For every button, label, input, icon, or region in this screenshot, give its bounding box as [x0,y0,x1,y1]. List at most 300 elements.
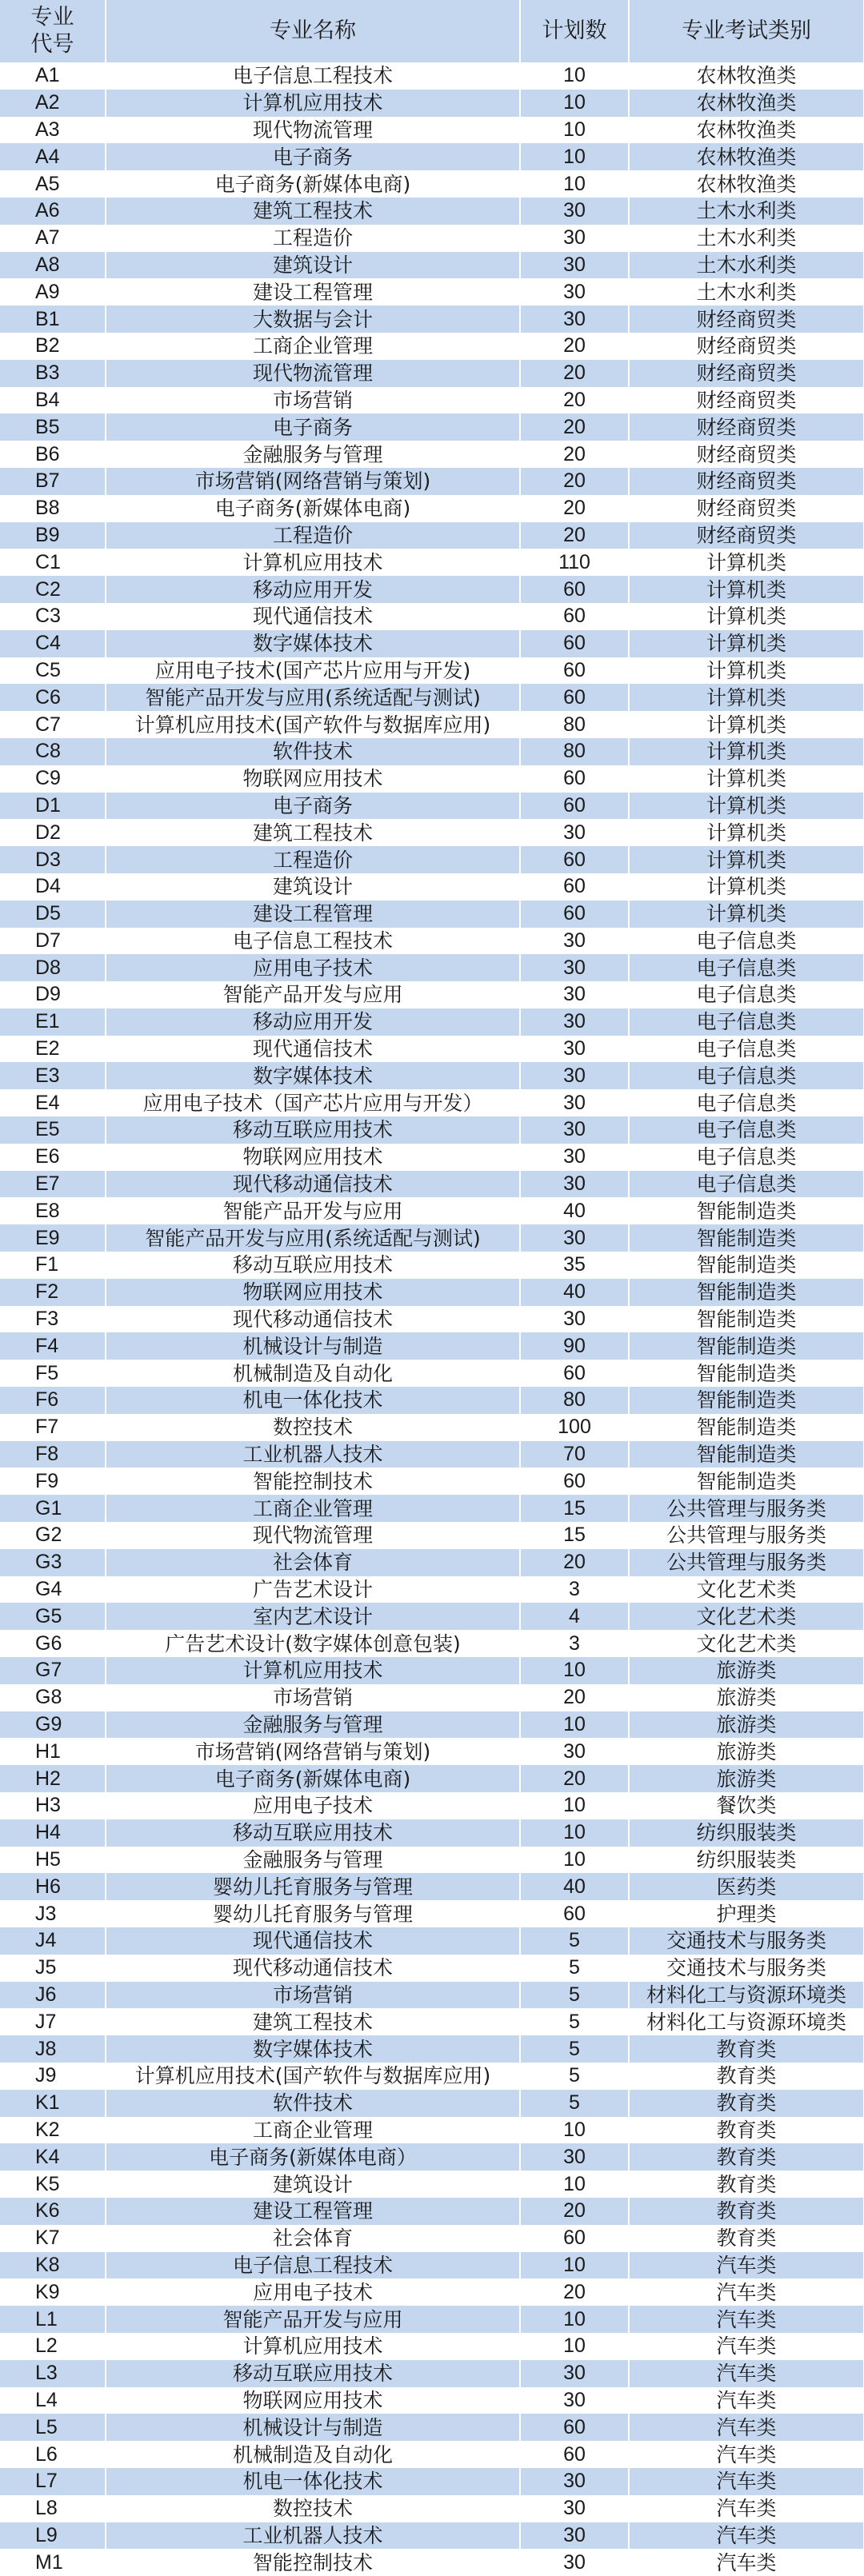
major-name-cell: 工程造价 [106,522,520,549]
table-row [0,90,864,117]
major-name-cell: 现代通信技术 [106,603,520,630]
exam-category-cell: 农林牧渔类 [629,170,864,198]
major-code-cell: D8 [0,954,106,981]
plan-count-cell: 40 [520,1197,629,1224]
major-code-cell: A1 [0,62,106,90]
table-row [0,657,864,685]
major-name-cell: 移动互联应用技术 [106,1116,520,1144]
major-name-cell: 数控技术 [106,1414,520,1441]
major-code-cell: K2 [0,2117,106,2144]
exam-category-cell: 土木水利类 [629,198,864,225]
table-row [0,576,864,603]
plan-count-cell: 30 [520,1306,629,1333]
exam-category-cell: 材料化工与资源环境类 [629,1982,864,2009]
exam-category-cell: 教育类 [629,2035,864,2063]
plan-count-cell: 60 [520,2414,629,2441]
major-code-cell: D2 [0,819,106,846]
major-code-cell: E8 [0,1197,106,1224]
plan-count-cell: 60 [520,2441,629,2468]
table-row [0,1008,864,1036]
major-name-cell: 建筑工程技术 [106,198,520,225]
plan-count-cell: 30 [520,819,629,846]
table-row [0,819,864,846]
plan-count-cell: 60 [520,576,629,603]
table-row [0,387,864,414]
major-name-cell: 机电一体化技术 [106,1387,520,1414]
major-code-cell: D1 [0,793,106,820]
exam-category-cell: 计算机类 [629,549,864,576]
plan-count-cell: 20 [520,360,629,387]
plan-count-cell: 20 [520,413,629,441]
exam-category-cell: 教育类 [629,2117,864,2144]
major-code-cell: G6 [0,1630,106,1657]
major-code-cell: H1 [0,1738,106,1765]
major-code-cell: E7 [0,1171,106,1198]
major-name-cell: 电子信息工程技术 [106,2252,520,2279]
plan-count-cell: 40 [520,1873,629,1900]
plan-count-cell: 30 [520,2143,629,2171]
table-row [0,1116,864,1144]
major-name-cell: 计算机应用技术(国产软件与数据库应用) [106,2063,520,2090]
exam-category-cell: 智能制造类 [629,1306,864,1333]
exam-category-cell: 电子信息类 [629,928,864,955]
major-code-cell: E4 [0,1089,106,1116]
table-row [0,252,864,279]
exam-category-cell: 旅游类 [629,1738,864,1765]
exam-category-cell: 计算机类 [629,576,864,603]
exam-category-cell: 智能制造类 [629,1332,864,1360]
table-body [0,62,864,2576]
table-row [0,1549,864,1576]
plan-count-cell: 110 [520,549,629,576]
major-name-cell: 电子信息工程技术 [106,62,520,90]
major-name-cell: 现代物流管理 [106,360,520,387]
major-name-cell: 现代通信技术 [106,1927,520,1955]
plan-count-cell: 4 [520,1603,629,1630]
major-name-cell: 电子商务(新媒体电商) [106,170,520,198]
major-code-cell: L7 [0,2468,106,2495]
major-name-cell: 数字媒体技术 [106,630,520,657]
major-code-cell: D9 [0,981,106,1008]
major-name-cell: 移动互联应用技术 [106,1819,520,1847]
plan-count-cell: 30 [520,2360,629,2387]
plan-count-cell: 60 [520,765,629,793]
major-code-cell: A2 [0,90,106,117]
major-name-cell: 电子商务(新媒体电商) [106,1765,520,1792]
major-name-cell: 机械设计与制造 [106,2414,520,2441]
plan-count-cell: 30 [520,2549,629,2576]
table-row [0,684,864,711]
major-code-cell: L9 [0,2522,106,2550]
table-row [0,901,864,928]
major-code-cell: H5 [0,1847,106,1874]
table-row [0,1252,864,1279]
plan-count-cell: 30 [520,2522,629,2550]
plan-count-cell: 60 [520,1468,629,1495]
major-name-cell: 金融服务与管理 [106,1711,520,1739]
major-name-cell: 计算机应用技术 [106,549,520,576]
major-name-cell: 智能产品开发与应用(系统适配与测试) [106,1224,520,1252]
exam-category-cell: 智能制造类 [629,1414,864,1441]
exam-category-cell: 电子信息类 [629,1171,864,1198]
plan-count-cell: 60 [520,901,629,928]
table-row [0,1306,864,1333]
table-row [0,1982,864,2009]
major-name-cell: 金融服务与管理 [106,1847,520,1874]
exam-category-cell: 教育类 [629,2171,864,2198]
table-row [0,2225,864,2252]
table-row [0,630,864,657]
table-row [0,793,864,820]
plan-count-cell: 5 [520,2063,629,2090]
plan-count-cell: 60 [520,1360,629,1387]
table-row [0,441,864,468]
major-code-cell: E9 [0,1224,106,1252]
exam-category-cell: 文化艺术类 [629,1603,864,1630]
plan-count-cell: 10 [520,143,629,170]
plan-count-cell: 15 [520,1495,629,1522]
exam-category-cell: 智能制造类 [629,1468,864,1495]
major-code-cell: B7 [0,468,106,495]
exam-category-cell: 旅游类 [629,1657,864,1684]
header-plan-count: 计划数 [520,0,629,62]
table-row [0,2468,864,2495]
table-row [0,2414,864,2441]
table-row [0,2522,864,2550]
exam-category-cell: 计算机类 [629,603,864,630]
major-name-cell: 建筑设计 [106,2171,520,2198]
table-row [0,549,864,576]
plan-count-cell: 10 [520,2306,629,2333]
plan-count-cell: 60 [520,846,629,873]
exam-category-cell: 农林牧渔类 [629,90,864,117]
major-name-cell: 市场营销(网络营销与策划) [106,468,520,495]
plan-count-cell: 5 [520,2035,629,2063]
major-name-cell: 机械制造及自动化 [106,1360,520,1387]
plan-count-cell: 30 [520,225,629,252]
plan-count-cell: 30 [520,1738,629,1765]
table-row [0,468,864,495]
major-name-cell: 建设工程管理 [106,901,520,928]
major-name-cell: 应用电子技术 [106,2278,520,2306]
major-code-cell: L2 [0,2333,106,2360]
exam-category-cell: 计算机类 [629,765,864,793]
table-row [0,413,864,441]
major-code-cell: L3 [0,2360,106,2387]
major-code-cell: B5 [0,413,106,441]
major-name-cell: 社会体育 [106,1549,520,1576]
table-row [0,2090,864,2117]
exam-category-cell: 汽车类 [629,2468,864,2495]
exam-category-cell: 汽车类 [629,2387,864,2414]
plan-count-cell: 5 [520,1955,629,1982]
table-row [0,2441,864,2468]
table-row [0,1036,864,1063]
major-code-cell: H3 [0,1792,106,1819]
exam-category-cell: 纺织服装类 [629,1819,864,1847]
exam-category-cell: 汽车类 [629,2522,864,2550]
table-row [0,1495,864,1522]
exam-category-cell: 电子信息类 [629,1089,864,1116]
exam-category-cell: 土木水利类 [629,278,864,306]
table-row [0,1197,864,1224]
table-row [0,1657,864,1684]
major-name-cell: 现代通信技术 [106,1036,520,1063]
major-code-cell: B2 [0,333,106,360]
major-code-cell: B1 [0,306,106,333]
major-code-cell: H4 [0,1819,106,1847]
table-row [0,1522,864,1549]
table-row [0,603,864,630]
major-name-cell: 工业机器人技术 [106,2522,520,2550]
major-code-cell: C9 [0,765,106,793]
major-name-cell: 电子商务 [106,143,520,170]
exam-category-cell: 公共管理与服务类 [629,1549,864,1576]
major-name-cell: 数字媒体技术 [106,2035,520,2063]
plan-count-cell: 10 [520,2171,629,2198]
table-row [0,1062,864,1089]
header-row [0,0,864,62]
major-name-cell: 智能控制技术 [106,1468,520,1495]
major-name-cell: 电子信息工程技术 [106,928,520,955]
plan-count-cell: 80 [520,1387,629,1414]
major-code-cell: A9 [0,278,106,306]
table-row [0,2333,864,2360]
table-row [0,360,864,387]
table-row [0,2549,864,2576]
table-row [0,278,864,306]
plan-count-cell: 30 [520,954,629,981]
exam-category-cell: 电子信息类 [629,1144,864,1171]
table-row [0,1630,864,1657]
table-row [0,981,864,1008]
major-name-cell: 计算机应用技术 [106,90,520,117]
exam-category-cell: 计算机类 [629,901,864,928]
plan-count-cell: 20 [520,333,629,360]
table-row [0,2495,864,2522]
major-code-cell: G2 [0,1522,106,1549]
exam-category-cell: 汽车类 [629,2333,864,2360]
major-code-cell: F7 [0,1414,106,1441]
plan-count-cell: 10 [520,62,629,90]
plan-count-cell: 30 [520,1224,629,1252]
table-row [0,954,864,981]
table-row [0,2198,864,2225]
exam-category-cell: 财经商贸类 [629,387,864,414]
major-name-cell: 应用电子技术 [106,1792,520,1819]
major-name-cell: 工程造价 [106,846,520,873]
exam-category-cell: 教育类 [629,2063,864,2090]
table-row [0,198,864,225]
exam-category-cell: 财经商贸类 [629,495,864,522]
exam-category-cell: 交通技术与服务类 [629,1927,864,1955]
exam-category-cell: 旅游类 [629,1711,864,1739]
plan-count-cell: 60 [520,793,629,820]
major-name-cell: 工商企业管理 [106,333,520,360]
major-name-cell: 电子商务 [106,793,520,820]
table-row [0,170,864,198]
exam-category-cell: 教育类 [629,2143,864,2171]
exam-category-cell: 教育类 [629,2198,864,2225]
major-code-cell: G8 [0,1684,106,1711]
table-row [0,2360,864,2387]
major-name-cell: 市场营销(网络营销与策划) [106,1738,520,1765]
major-code-cell: D7 [0,928,106,955]
major-name-cell: 现代物流管理 [106,117,520,144]
plan-count-cell: 5 [520,1982,629,2009]
exam-category-cell: 护理类 [629,1900,864,1927]
exam-category-cell: 计算机类 [629,846,864,873]
major-code-cell: A7 [0,225,106,252]
table-row [0,1955,864,1982]
major-name-cell: 现代物流管理 [106,1522,520,1549]
major-code-cell: M1 [0,2549,106,2576]
table-row [0,333,864,360]
plan-count-cell: 20 [520,1765,629,1792]
major-name-cell: 机械设计与制造 [106,1332,520,1360]
table-row [0,1332,864,1360]
major-code-cell: C3 [0,603,106,630]
table-row [0,1792,864,1819]
plan-count-cell: 40 [520,1279,629,1306]
table-row [0,1089,864,1116]
exam-category-cell: 汽车类 [629,2360,864,2387]
plan-count-cell: 5 [520,2008,629,2035]
major-code-cell: J8 [0,2035,106,2063]
table-row [0,1441,864,1468]
exam-category-cell: 智能制造类 [629,1360,864,1387]
table-row [0,117,864,144]
exam-category-cell: 智能制造类 [629,1279,864,1306]
header-major-code: 专业 代号 [0,0,106,62]
plan-count-cell: 10 [520,170,629,198]
table-row [0,2117,864,2144]
exam-category-cell: 汽车类 [629,2252,864,2279]
exam-category-cell: 餐饮类 [629,1792,864,1819]
exam-category-cell: 智能制造类 [629,1252,864,1279]
major-code-cell: F4 [0,1332,106,1360]
exam-category-cell: 计算机类 [629,630,864,657]
exam-category-cell: 教育类 [629,2090,864,2117]
major-code-cell: C4 [0,630,106,657]
major-code-cell: K6 [0,2198,106,2225]
major-code-cell: J9 [0,2063,106,2090]
major-name-cell: 计算机应用技术 [106,1657,520,1684]
major-code-cell: B9 [0,522,106,549]
plan-count-cell: 20 [520,468,629,495]
table-row [0,1873,864,1900]
table-row [0,1927,864,1955]
plan-count-cell: 20 [520,522,629,549]
table-row [0,1576,864,1604]
table-row [0,2252,864,2279]
major-code-cell: B8 [0,495,106,522]
major-code-cell: D3 [0,846,106,873]
table-row [0,2306,864,2333]
major-code-cell: G5 [0,1603,106,1630]
table-row [0,1144,864,1171]
major-name-cell: 数控技术 [106,2495,520,2522]
plan-count-cell: 30 [520,278,629,306]
plan-count-cell: 10 [520,2117,629,2144]
table-row [0,62,864,90]
plan-count-cell: 30 [520,1144,629,1171]
plan-count-cell: 20 [520,2198,629,2225]
table-row [0,1468,864,1495]
table-row [0,1900,864,1927]
plan-count-cell: 30 [520,1036,629,1063]
major-name-cell: 室内艺术设计 [106,1603,520,1630]
major-name-cell: 应用电子技术(国产芯片应用与开发) [106,657,520,685]
major-code-cell: B6 [0,441,106,468]
major-name-cell: 工程造价 [106,225,520,252]
table-row [0,522,864,549]
major-name-cell: 大数据与会计 [106,306,520,333]
table-row [0,1711,864,1739]
major-name-cell: 物联网应用技术 [106,1279,520,1306]
table-row [0,2035,864,2063]
plan-count-cell: 60 [520,873,629,901]
major-code-cell: L1 [0,2306,106,2333]
exam-category-cell: 农林牧渔类 [629,117,864,144]
major-name-cell: 建筑设计 [106,873,520,901]
plan-count-cell: 30 [520,2468,629,2495]
major-name-cell: 社会体育 [106,2225,520,2252]
plan-count-cell: 10 [520,2252,629,2279]
exam-category-cell: 材料化工与资源环境类 [629,2008,864,2035]
major-code-cell: F3 [0,1306,106,1333]
table-row [0,225,864,252]
major-code-cell: D5 [0,901,106,928]
exam-category-cell: 公共管理与服务类 [629,1522,864,1549]
major-code-cell: A4 [0,143,106,170]
table-row [0,2387,864,2414]
exam-category-cell: 财经商贸类 [629,360,864,387]
major-code-cell: K8 [0,2252,106,2279]
plan-count-cell: 80 [520,711,629,738]
major-code-cell: C1 [0,549,106,576]
major-name-cell: 物联网应用技术 [106,1144,520,1171]
plan-count-cell: 60 [520,630,629,657]
plan-count-cell: 30 [520,928,629,955]
table-row [0,306,864,333]
major-name-cell: 建设工程管理 [106,2198,520,2225]
major-code-cell: K7 [0,2225,106,2252]
major-name-cell: 建筑工程技术 [106,2008,520,2035]
major-name-cell: 工商企业管理 [106,2117,520,2144]
table-row [0,711,864,738]
plan-count-cell: 30 [520,198,629,225]
plan-count-cell: 10 [520,1847,629,1874]
exam-category-cell: 文化艺术类 [629,1576,864,1604]
major-code-cell: H6 [0,1873,106,1900]
major-name-cell: 智能产品开发与应用 [106,2306,520,2333]
plan-count-cell: 20 [520,495,629,522]
major-code-cell: C5 [0,657,106,685]
plan-count-cell: 10 [520,90,629,117]
exam-category-cell: 医药类 [629,1873,864,1900]
major-code-cell: B3 [0,360,106,387]
exam-category-cell: 汽车类 [629,2441,864,2468]
exam-category-cell: 智能制造类 [629,1387,864,1414]
plan-count-cell: 20 [520,2278,629,2306]
exam-category-cell: 财经商贸类 [629,333,864,360]
exam-category-cell: 电子信息类 [629,1036,864,1063]
exam-category-cell: 财经商贸类 [629,413,864,441]
major-name-cell: 软件技术 [106,2090,520,2117]
exam-category-cell: 文化艺术类 [629,1630,864,1657]
plan-count-cell: 20 [520,1549,629,1576]
